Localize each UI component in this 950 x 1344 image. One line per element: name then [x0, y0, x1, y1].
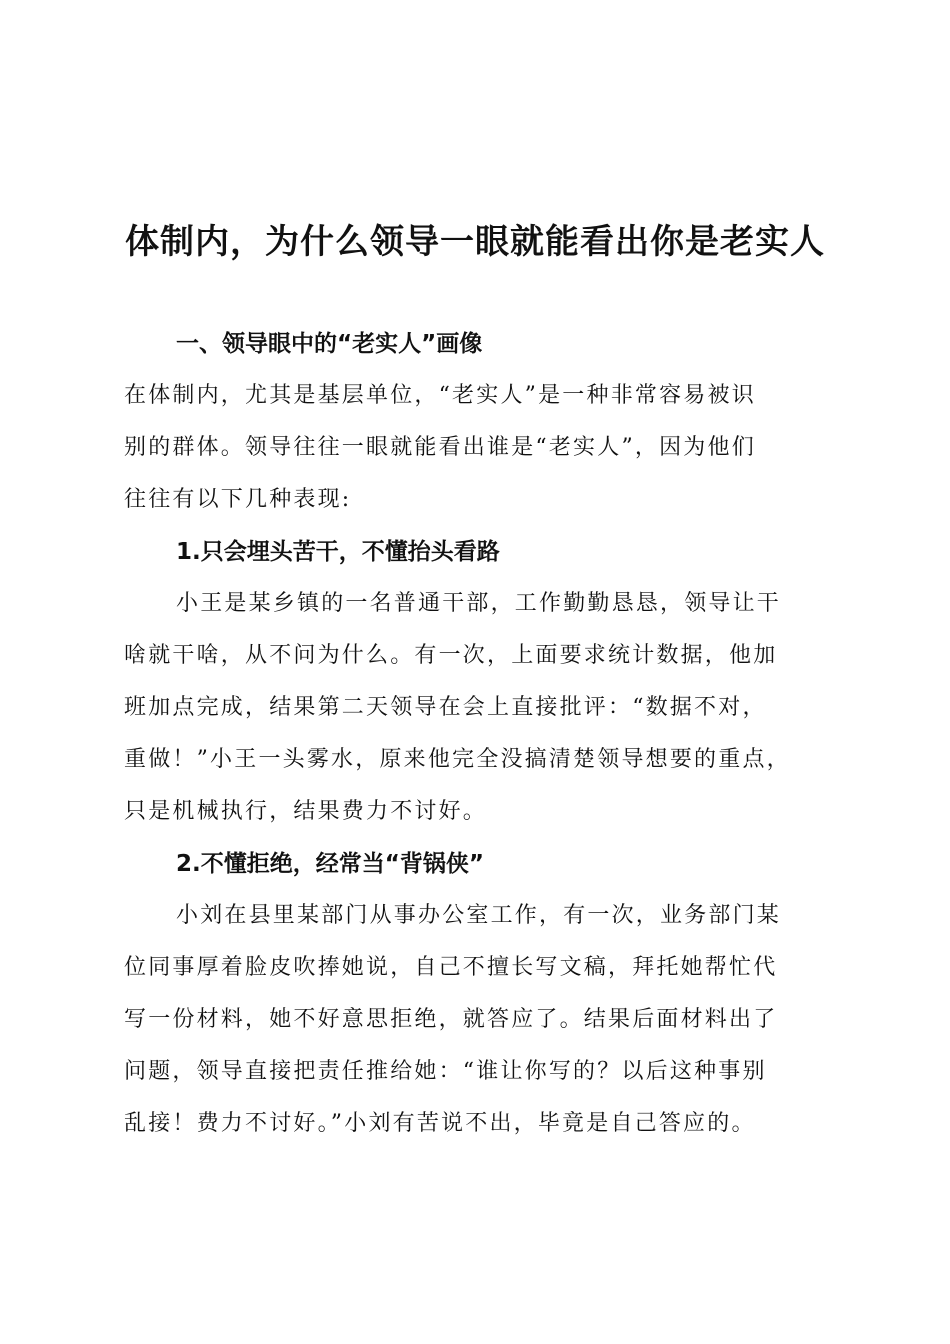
- paragraph-line: 问题，领导直接把责任推给她：“谁让你写的？以后这种事别: [124, 1059, 767, 1084]
- section-heading: 2.不懂拒绝，经常当“背锅侠”: [176, 851, 484, 877]
- paragraph-line: 只是机械执行，结果费力不讨好。: [124, 799, 488, 824]
- paragraph-line: 乱接！费力不讨好。”小刘有苦说不出，毕竟是自己答应的。: [124, 1111, 756, 1136]
- document-body: [124, 318, 824, 1150]
- paragraph-line: 小刘在县里某部门从事办公室工作，有一次，业务部门某: [176, 903, 782, 928]
- paragraph-line: 重做！”小王一头雾水，原来他完全没搞清楚领导想要的重点，: [124, 747, 791, 772]
- section-paragraph: [124, 370, 824, 526]
- section-paragraph: [124, 890, 824, 1150]
- section-paragraph: [124, 578, 824, 838]
- paragraph-line: 写一份材料，她不好意思拒绝，就答应了。结果后面材料出了: [124, 1007, 778, 1032]
- paragraph-line: 班加点完成，结果第二天领导在会上直接批评：“数据不对，: [124, 695, 767, 720]
- paragraph-line: 别的群体。领导往往一眼就能看出谁是“老实人”，因为他们: [124, 435, 756, 460]
- paragraph-line: 啥就干啥，从不问为什么。有一次，上面要求统计数据，他加: [124, 643, 778, 668]
- paragraph-line: 位同事厚着脸皮吹捧她说，自己不擅长写文稿，拜托她帮忙代: [124, 955, 778, 980]
- paragraph-line: 小王是某乡镇的一名普通干部，工作勤勤恳恳，领导让干: [176, 591, 782, 616]
- section-heading: 1.只会埋头苦干，不懂抬头看路: [176, 539, 500, 565]
- paragraph-line: 往往有以下几种表现:: [124, 487, 352, 512]
- paragraph-line: 在体制内，尤其是基层单位，“老实人”是一种非常容易被识: [124, 383, 756, 408]
- document-title: 体制内，为什么领导一眼就能看出你是老实人: [125, 222, 825, 262]
- section-heading: 一、领导眼中的“老实人”画像: [176, 331, 483, 357]
